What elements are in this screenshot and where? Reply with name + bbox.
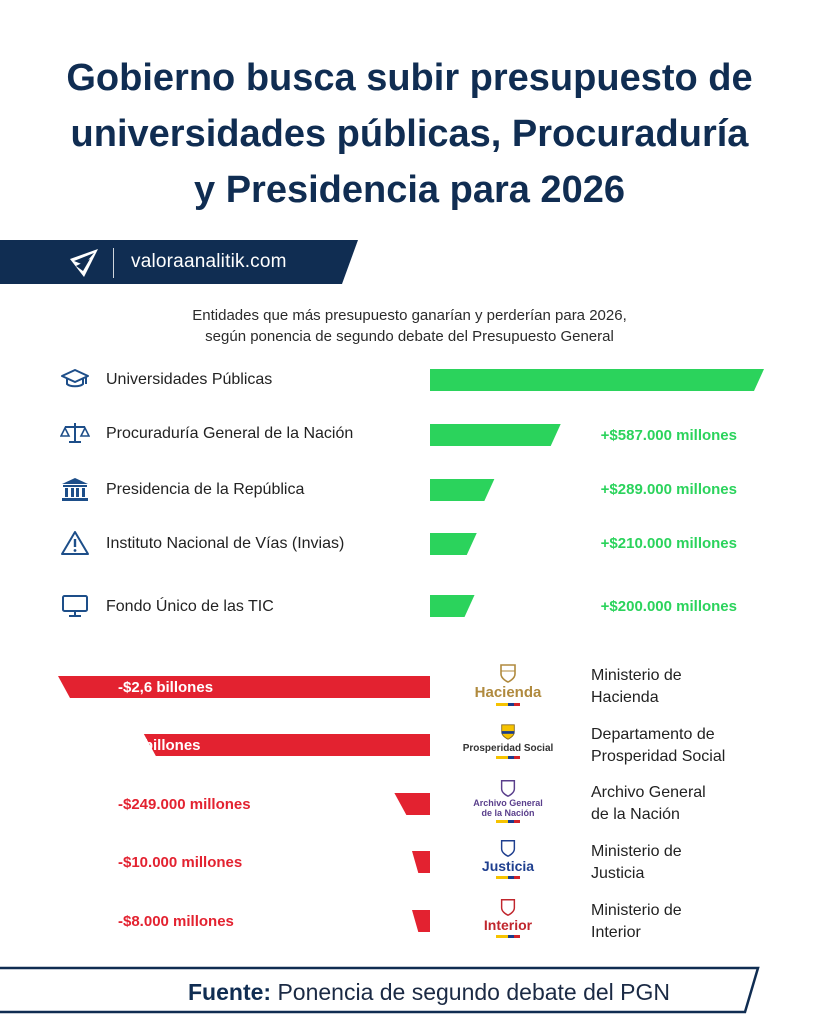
neg-label-justicia [591,841,682,885]
neg-value-hacienda: -$2,6 billones [118,679,214,696]
logo-text: Interior [483,917,533,933]
brand-url[interactable]: valoraanalitik.com [131,251,287,272]
increase-bar [430,479,494,501]
coat-of-arms-icon [498,897,518,917]
neg-label-line-2: Interior [591,924,641,941]
pos-label-universidades: Universidades Públicas [106,371,273,388]
colombia-flag-stripe [496,935,520,938]
logo-interior [462,897,554,947]
logo-hacienda [462,662,554,712]
neg-value-prosperidad: -$2 billones [118,737,201,754]
neg-label-line-1: Ministerio de [591,843,682,860]
colombia-flag-stripe [496,820,520,823]
colombia-flag-stripe [496,756,520,759]
logo-text: Justicia [481,858,535,874]
pos-label-fontic: Fondo Único de las TIC [106,598,274,615]
logo-justicia [462,838,554,888]
logo-text: Prosperidad Social [462,743,554,754]
title-line-1: Gobierno busca subir presupuesto de [66,57,753,99]
subtitle-line-2: según ponencia de segundo debate del Presupuesto General [205,328,614,345]
increase-bar [430,533,477,555]
neg-label-line-2: Justicia [591,865,645,882]
title-line-3: y Presidencia para 2026 [194,169,625,211]
neg-label-interior [591,900,682,944]
pos-label-presidencia: Presidencia de la República [106,481,305,498]
neg-label-line-1: Ministerio de [591,667,682,684]
footer-source-text: Ponencia de segundo debate del PGN [271,979,671,1005]
pos-label-invias: Instituto Nacional de Vías (Invias) [106,535,345,552]
neg-label-line-2: de la Nación [591,806,680,823]
neg-value-justicia: -$10.000 millones [118,854,243,871]
logo-prosperidad [462,723,554,773]
title-line-2: universidades públicas, Procuraduría [70,113,749,155]
neg-label-line-1: Ministerio de [591,902,682,919]
neg-label-line-1: Archivo General [591,784,706,801]
coat-of-arms-icon [498,778,518,798]
decrease-bar [412,851,430,873]
increase-bar [430,424,561,446]
pos-value-fontic: +$200.000 millones [600,598,737,615]
neg-label-hacienda [591,665,682,709]
pos-value-procuraduria: +$587.000 millones [600,427,737,444]
neg-label-line-2: Prosperidad Social [591,748,726,765]
colombia-flag-stripe [496,876,520,879]
coat-of-arms-icon [498,838,518,858]
logo-text-line-2: de la Nación [481,808,535,818]
neg-label-line-2: Hacienda [591,689,659,706]
subtitle-line-1: Entidades que más presupuesto ganarían y perderían para 2026, [192,307,627,324]
logo-text-line-1: Archivo General [473,798,543,808]
coat-of-arms-icon [498,723,518,741]
decrease-bar [394,793,430,815]
decrease-bar [412,910,430,932]
logo-archivo [462,778,554,828]
footer-source-label: Fuente: [188,979,272,1005]
increase-bar [430,595,475,617]
coat-of-arms-icon [497,662,519,684]
decrease-bar [58,676,430,698]
neg-label-archivo [591,782,706,826]
neg-label-prosperidad [591,724,725,768]
pos-value-presidencia: +$289.000 millones [600,481,737,498]
pos-value-invias: +$210.000 millones [600,535,737,552]
colombia-flag-stripe [496,703,520,706]
increase-bar [430,369,764,391]
pos-label-procuraduria: Procuraduría General de la Nación [106,425,354,442]
logo-text: Hacienda [474,684,542,701]
neg-value-interior: -$8.000 millones [118,913,234,930]
footer-source [188,979,670,1006]
neg-value-archivo: -$249.000 millones [118,796,251,813]
neg-label-line-1: Departamento de [591,726,715,743]
